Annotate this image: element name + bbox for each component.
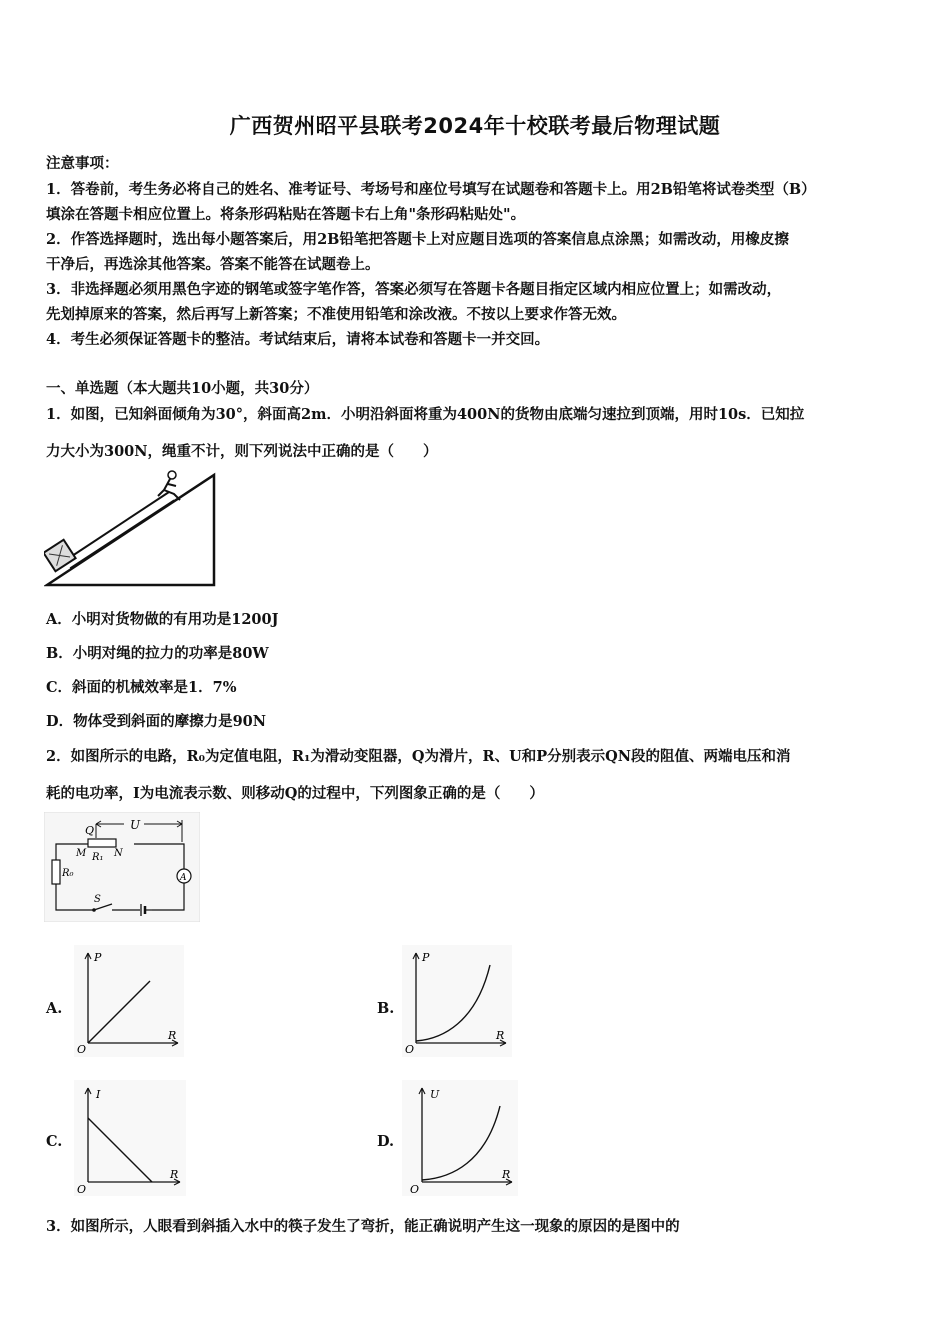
notice-line: 1．答卷前，考生务必将自己的姓名、准考证号、考场号和座位号填写在试题卷和答题卡上。用2B铅笔将试卷类型（B） — [46, 181, 816, 198]
graph-b-y-label: P — [422, 951, 430, 964]
graph-d — [402, 1080, 518, 1196]
notice-heading: 注意事项： — [46, 155, 119, 172]
notice-line: 2．作答选择题时，选出每小题答案后，用2B铅笔把答题卡上对应题目选项的答案信息点涂黑；如需改动，用橡皮擦 — [46, 231, 789, 248]
graph-a-y-label: P — [94, 951, 102, 964]
graph-d-x-label: R — [502, 1168, 511, 1181]
graph-d-y-label: U — [430, 1088, 440, 1101]
circuit-figure — [44, 812, 200, 922]
graph-b — [402, 945, 512, 1057]
q1-option-d: D．物体受到斜面的摩擦力是90N — [46, 713, 267, 730]
q2-option-c-label: C. — [46, 1133, 63, 1150]
graph-c-origin: O — [77, 1183, 87, 1196]
q1-option-c: C．斜面的机械效率是1．7% — [46, 679, 237, 696]
circuit-label-r1: R₁ — [92, 852, 104, 863]
q2-option-b-label: B. — [377, 1000, 395, 1017]
graph-c — [74, 1080, 186, 1196]
q1-stem-line1: 1．如图，已知斜面倾角为30°，斜面高2m．小明沿斜面将重为400N的货物由底端匀速拉到顶端，用时10s．已知拉 — [46, 406, 805, 423]
q2-option-d-label: D. — [377, 1133, 395, 1150]
notice-line: 干净后，再选涂其他答案。答案不能答在试题卷上。 — [46, 256, 380, 273]
circuit-label-u: U — [130, 818, 141, 832]
notice-line: 先划掉原来的答案，然后再写上新答案；不准使用铅笔和涂改液。不按以上要求作答无效。 — [46, 306, 626, 323]
graph-a-origin: O — [77, 1043, 87, 1056]
notice-line: 3．非选择题必须用黑色字迹的钢笔或签字笔作答，答案必须写在答题卡各题目指定区域内相应位置上；如需改动， — [46, 281, 782, 298]
q3-stem-line1: 3．如图所示，人眼看到斜插入水中的筷子发生了弯折，能正确说明产生这一现象的原因的是图中的 — [46, 1218, 680, 1235]
circuit-label-n: N — [114, 848, 123, 859]
circuit-label-q: Q — [85, 824, 95, 837]
graph-a-x-label: R — [168, 1029, 177, 1042]
graph-b-x-label: R — [496, 1029, 505, 1042]
q2-stem-line1: 2．如图所示的电路，R₀为定值电阻，R₁为滑动变阻器，Q为滑片，R、U和P分别表示QN段的阻值、两端电压和消 — [46, 748, 791, 765]
q1-option-a: A．小明对货物做的有用功是1200J — [46, 611, 279, 628]
notice-line: 4．考生必须保证答题卡的整洁。考试结束后，请将本试卷和答题卡一并交回。 — [46, 331, 550, 348]
q1-stem-line2: 力大小为300N，绳重不计，则下列说法中正确的是（ ） — [46, 443, 438, 460]
graph-a — [74, 945, 184, 1057]
circuit-label-r0: R₀ — [62, 868, 74, 879]
graph-c-x-label: R — [170, 1168, 179, 1181]
graph-d-origin: O — [410, 1183, 420, 1196]
incline-figure — [44, 470, 224, 588]
q2-stem-line2: 耗的电功率，I为电流表示数、则移动Q的过程中，下列图象正确的是（ ） — [46, 785, 544, 802]
q2-option-a-label: A. — [46, 1000, 63, 1017]
page-title: 广西贺州昭平县联考2024年十校联考最后物理试题 — [229, 114, 721, 138]
circuit-label-s: S — [94, 894, 101, 905]
graph-c-y-label: I — [96, 1088, 101, 1101]
section-heading: 一、单选题（本大题共10小题，共30分） — [46, 380, 319, 397]
circuit-label-m: M — [76, 848, 87, 859]
graph-b-origin: O — [405, 1043, 415, 1056]
circuit-label-a: A — [180, 873, 187, 883]
notice-line: 填涂在答题卡相应位置上。将条形码粘贴在答题卡右上角"条形码粘贴处"。 — [46, 206, 526, 223]
q1-option-b: B．小明对绳的拉力的功率是80W — [46, 645, 269, 662]
